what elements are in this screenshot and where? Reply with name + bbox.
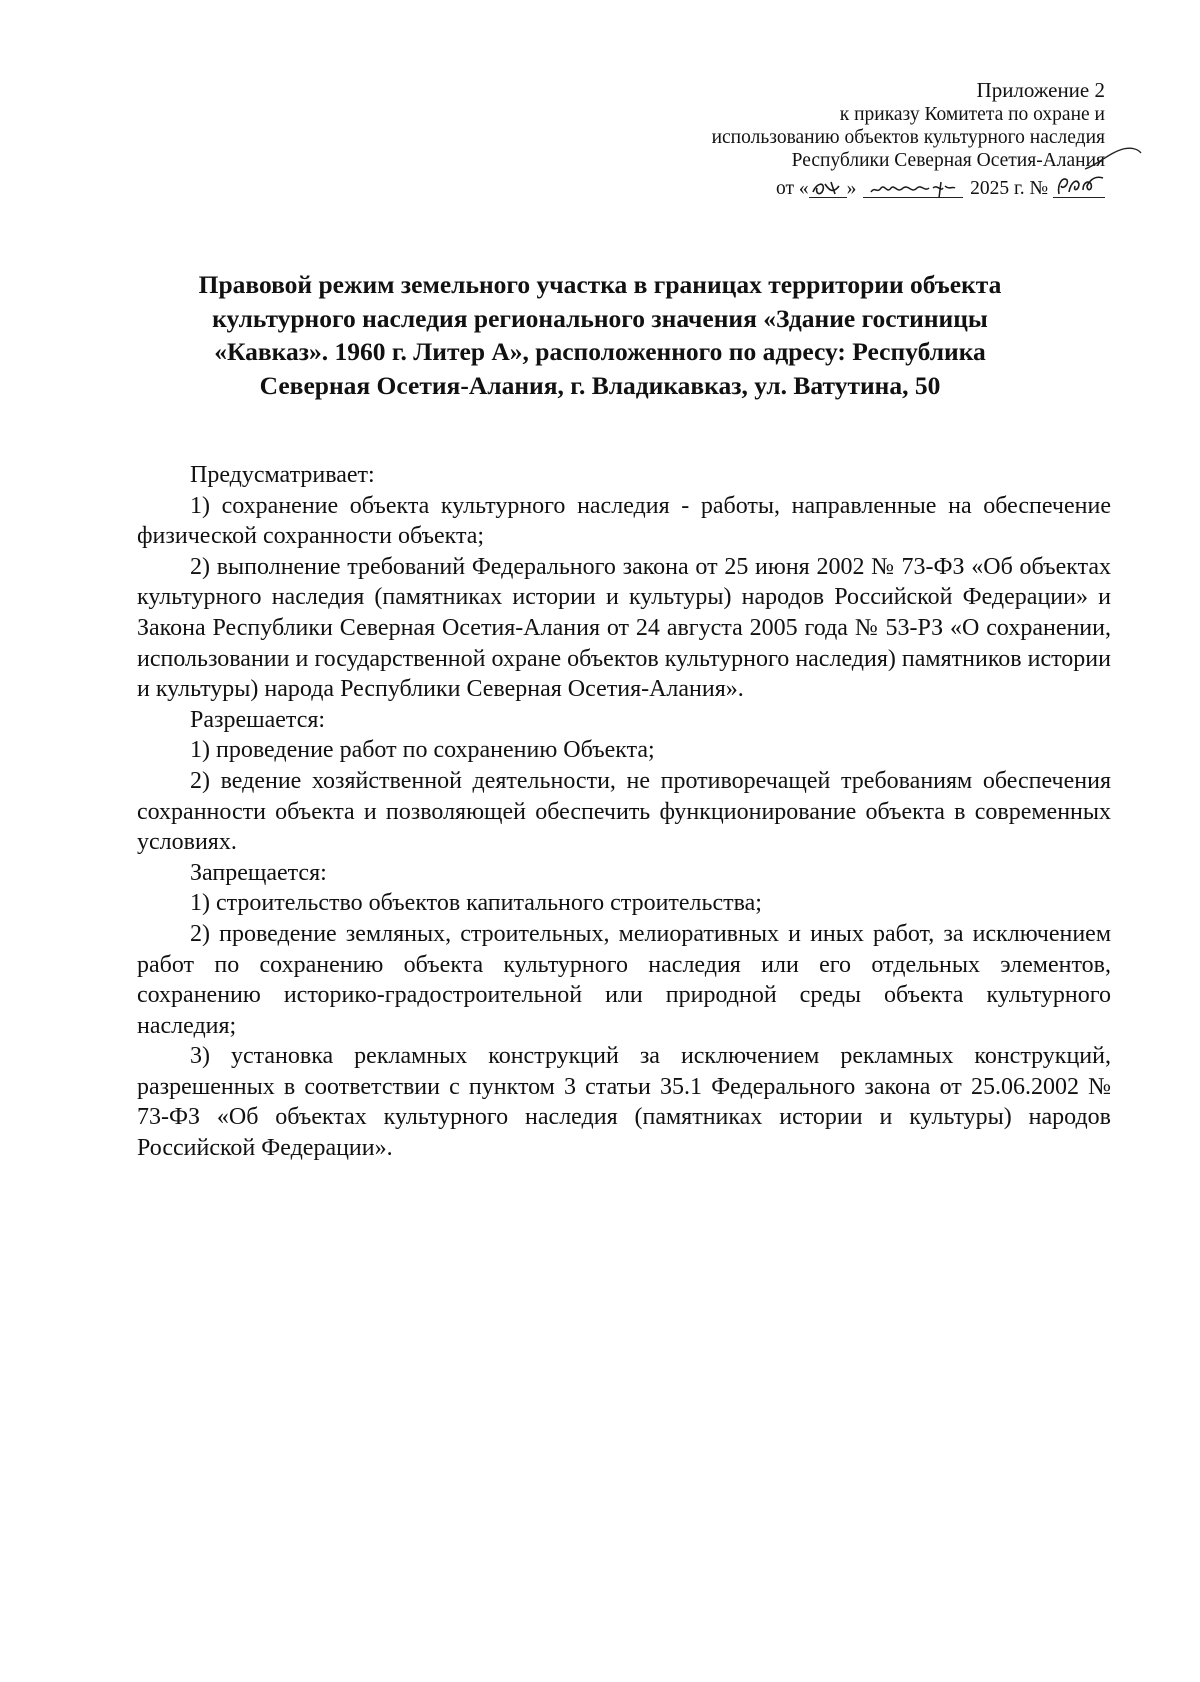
signature-flourish bbox=[1083, 143, 1143, 173]
title-line-2: культурного наследия регионального значения «Здание гостиницы bbox=[212, 303, 988, 333]
forbidden-heading: Запрещается: bbox=[190, 859, 327, 886]
forbidden-item-2: 2) проведение земляных, строительных, мелиоративных и иных работ, за исключением работ по сохранению объекта культурного наследия или его отдельных элементов, сохранению историко-градостроительной или природной среды объекта культурного наследия; bbox=[137, 920, 1111, 1039]
forbidden-item-3: 3) установка рекламных конструкций за исключением рекламных конструкций, разрешенных в соответствии с пунктом 3 статьи 35.1 Федерального закона от 25.06.2002 № 73-ФЗ «Об объектах культурного наследия (памятниках истории и культуры) народов Российской Федерации». bbox=[137, 1043, 1111, 1162]
document-title bbox=[140, 268, 1060, 402]
title-line-4: Северная Осетия-Алания, г. Владикавказ, ул. Ватутина, 50 bbox=[259, 370, 941, 400]
approval-block bbox=[712, 78, 1105, 200]
order-reference-line: к приказу Комитета по охране и bbox=[839, 104, 1105, 125]
handwritten-order-number bbox=[1053, 172, 1105, 200]
republic-name-line bbox=[712, 149, 1105, 172]
appendix-label: Приложение 2 bbox=[976, 78, 1105, 102]
date-mid: » bbox=[846, 178, 857, 199]
allowed-item-2: 2) ведение хозяйственной деятельности, не противоречащей требованиям обеспечения сохранности объекта и позволяющей обеспечить функционирование объекта в современных условиях. bbox=[137, 767, 1111, 856]
title-line-1: Правовой режим земельного участка в границах территории объекта bbox=[198, 270, 1002, 299]
handwritten-day bbox=[809, 176, 847, 200]
allowed-item-1: 1) проведение работ по сохранению Объекта; bbox=[190, 737, 655, 764]
provides-heading: Предусматривает: bbox=[190, 462, 375, 488]
date-prefix: от « bbox=[775, 178, 809, 199]
committee-name-line: использованию объектов культурного наследия bbox=[711, 127, 1105, 148]
document-body bbox=[137, 460, 1111, 1164]
provides-item-2: 2) выполнение требований Федерального закона от 25 июня 2002 № 73-ФЗ «Об объектах культурного наследия (памятниках истории и культуры) народов Российской Федерации» и Закона Республики Северная Осетия-Алания от 24 августа 2005 года № 53-РЗ «О сохранении, использовании и государственной охране объектов культурного наследия) памятников истории и культуры) народа Республики Северная Осетия-Алания». bbox=[137, 553, 1111, 703]
order-date-line bbox=[712, 172, 1105, 200]
handwritten-month bbox=[863, 176, 963, 200]
provides-item-1: 1) сохранение объекта культурного наследия - работы, направленные на обеспечение физической сохранности объекта; bbox=[137, 492, 1111, 550]
republic-name-text: Республики Северная Осетия-Алания bbox=[791, 150, 1105, 171]
forbidden-item-1: 1) строительство объектов капитального строительства; bbox=[190, 890, 762, 917]
date-year-label: 2025 г. № bbox=[970, 178, 1049, 199]
title-line-3: «Кавказ». 1960 г. Литер А», расположенного по адресу: Республика bbox=[214, 337, 986, 366]
allowed-heading: Разрешается: bbox=[190, 706, 326, 733]
